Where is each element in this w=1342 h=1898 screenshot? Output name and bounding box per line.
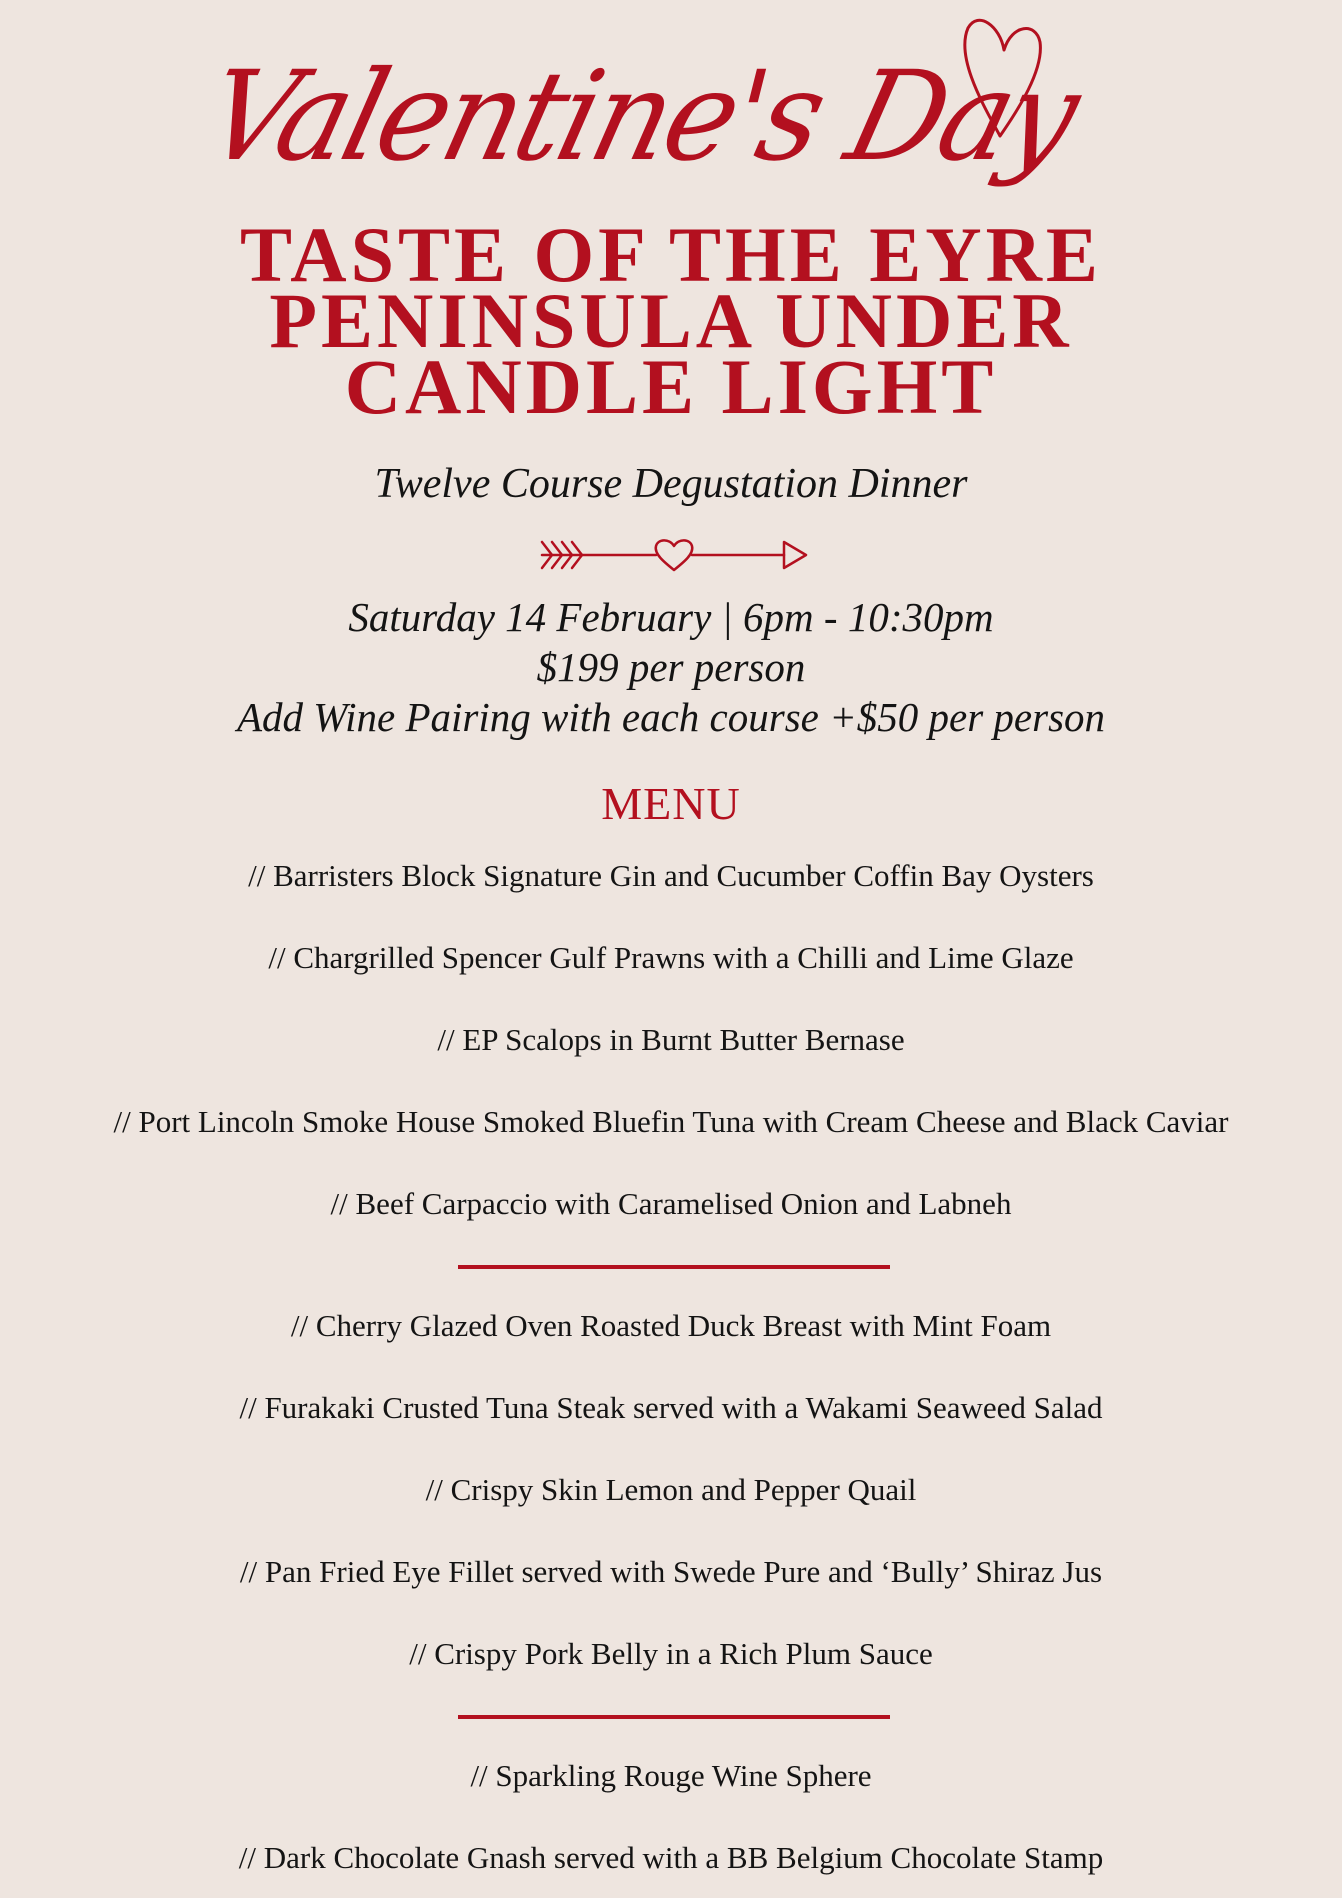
menu-item: // Crispy Pork Belly in a Rich Plum Sauce [409, 1636, 933, 1671]
menu-item: // Port Lincoln Smoke House Smoked Bluefin Tuna with Cream Cheese and Black Caviar [113, 1104, 1229, 1139]
subtitle: Twelve Course Degustation Dinner [374, 461, 968, 507]
menu-heading: MENU [601, 778, 741, 829]
menu-item: // Barristers Block Signature Gin and Cucumber Coffin Bay Oysters [248, 858, 1094, 893]
menu-item: // Furakaki Crusted Tuna Steak served with a Wakami Seaweed Salad [239, 1390, 1103, 1425]
title-line-1: TASTE OF THE EYRE [240, 211, 1102, 298]
menu-item: // Pan Fried Eye Fillet served with Swede Pure and ‘Bully’ Shiraz Jus [239, 1554, 1103, 1589]
menu-item: // Beef Carpaccio with Caramelised Onion and Labneh [330, 1186, 1012, 1221]
title-line-3: CANDLE LIGHT [344, 343, 998, 430]
script-heading-text: Valentine's Day [192, 43, 1090, 189]
menu-item: // Chargrilled Spencer Gulf Prawns with a Chilli and Lime Glaze [268, 940, 1074, 975]
section-divider [458, 1715, 890, 1719]
event-wine-pairing: Add Wine Pairing with each course +$50 per person [236, 694, 1106, 740]
heart-icon [0, 18, 1342, 203]
menu-item: // Crispy Skin Lemon and Pepper Quail [425, 1472, 917, 1507]
section-divider [458, 1265, 890, 1269]
arrow-heart-divider-icon [538, 534, 810, 576]
title-line-2: PENINSULA UNDER [269, 277, 1073, 364]
event-date-time: Saturday 14 February | 6pm - 10:30pm [348, 594, 994, 640]
menu-item: // Dark Chocolate Gnash served with a BB Belgium Chocolate Stamp [238, 1840, 1104, 1875]
script-heading [0, 18, 1342, 203]
event-info [0, 592, 1342, 742]
menu-item: // Sparkling Rouge Wine Sphere [470, 1758, 872, 1793]
event-price: $199 per person [536, 644, 806, 690]
menu-item: // EP Scalops in Burnt Butter Bernase [437, 1022, 905, 1057]
menu-item: // Cherry Glazed Oven Roasted Duck Breast with Mint Foam [290, 1308, 1052, 1343]
main-title [0, 211, 1342, 430]
